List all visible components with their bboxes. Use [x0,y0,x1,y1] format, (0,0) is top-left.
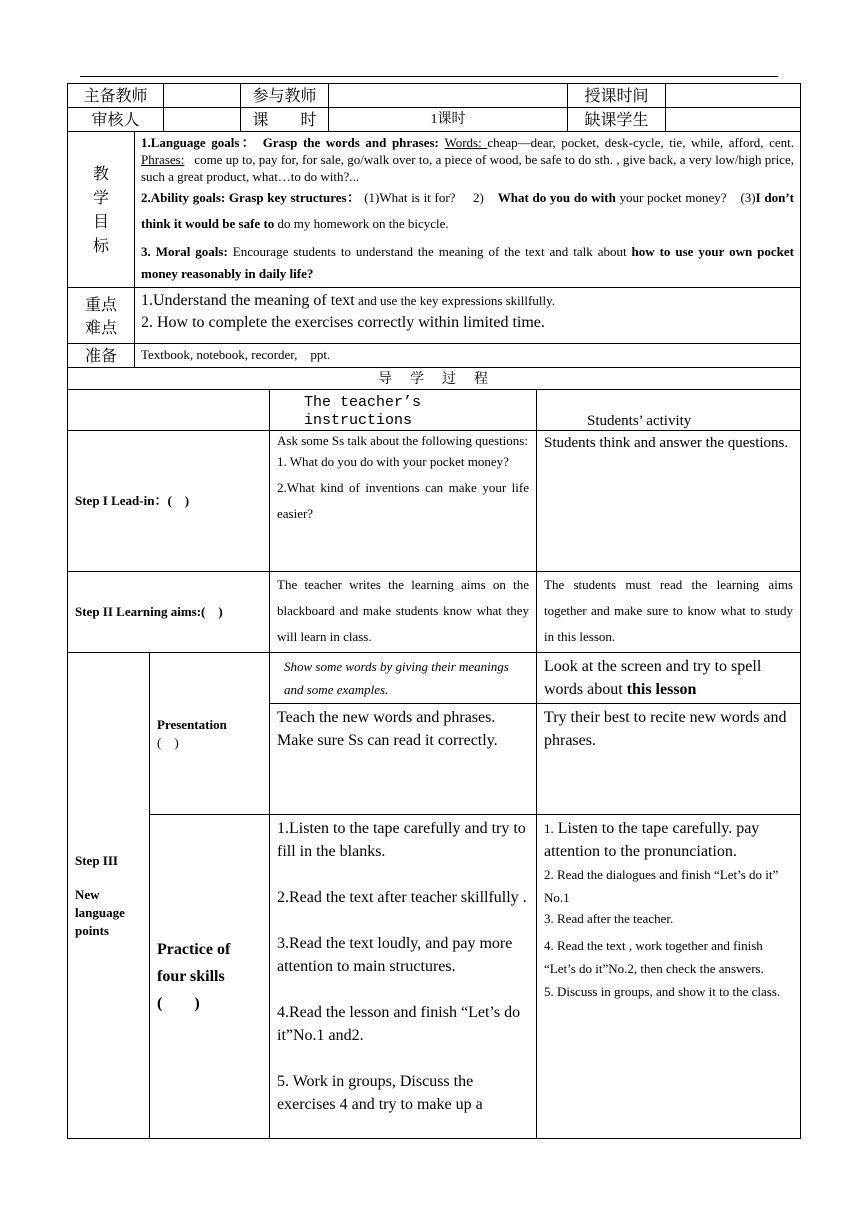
reviewer-label: 审核人 [68,108,164,132]
presentation-students-1 [537,653,801,704]
practice-teacher-item: 4.Read the lesson and finish “Let’s do it”No.1 and2. [277,1004,521,1044]
participant-value[interactable] [329,84,568,108]
moral-goals-title: 3. Moral goals: [141,244,228,259]
presentation-label [150,653,270,815]
practice-students-item: 4. Read the text , work together and finish “Let’s do it”No.2, then check the answers. [544,938,764,976]
practice-teacher-item: 3.Read the text loudly, and pay more attention to main structures. [277,935,513,975]
ability-text-3: do my homework on the bicycle. [274,216,449,231]
presentation-paren: ( ) [157,734,179,750]
lead-teacher-label: 主备教师 [68,84,164,108]
step1-teacher-q2: 2.What kind of inventions can make your life easier? [277,480,529,521]
step1-students: Students think and answer the questions. [537,431,801,572]
prep-label: 准备 [68,344,135,368]
presentation-students-1a: Look at the screen and try to spell words about [544,658,762,698]
practice-students-text: Listen to the tape carefully. pay attention to the pronunciation. [544,820,760,860]
practice-students-num: 1. [544,821,554,836]
step2-students: The students must read the learning aims together and make sure to know what to study in this lesson. [537,572,801,653]
ability-text-2: your pocket money? (3) [615,190,756,205]
period-value: 1课时 [329,108,568,132]
ability-bold-2: What do you do with [497,190,616,205]
lesson-plan-document [67,83,800,1139]
step1-label: Step I Lead-in：( ) [68,431,270,572]
moral-goals-bold: how to use your own pocket money reasonably in daily life? [141,244,795,281]
goals-label-char: 学 [92,187,109,207]
time-value[interactable] [666,84,801,108]
presentation-teacher-1: Show some words by giving their meanings and some examples. [270,653,537,704]
presentation-teacher-2: Teach the new words and phrases. Make sure Ss can read it correctly. [270,704,537,815]
ability-goals-title: 2.Ability goals: Grasp key structures： [141,190,361,205]
period-label: 课 时 [241,108,329,132]
practice-teacher-item: 5. Work in groups, Discuss the exercises 4 and try to make up a [277,1073,483,1113]
time-label: 授课时间 [568,84,666,108]
step3-sub-1: New [75,886,100,902]
key-points-label-2: 难点 [84,317,117,337]
step3-sub-2: language [75,904,125,920]
ability-text-1: (1)What is it for? 2) [364,190,498,205]
step3-label [68,653,150,1139]
goals-label [68,132,135,288]
language-goals-title: 1.Language goals： [141,135,258,150]
goals-table [67,131,801,390]
participant-label: 参与教师 [241,84,329,108]
key-points-label-1: 重点 [84,294,117,314]
header-table [67,83,801,132]
key-point-1 [141,290,794,312]
practice-paren: ( ) [157,995,200,1012]
ability-bold-3: I don’t think it would be safe to [141,190,794,231]
practice-students-item: 3. Read after the teacher. [544,911,674,926]
process-table [67,389,801,1139]
practice-students [537,815,801,1139]
key-point-1a: 1.Understand the meaning of text [141,292,355,309]
practice-teacher [270,815,537,1139]
practice-teacher-item: 1.Listen to the tape carefully and try to fill in the blanks. [277,820,526,860]
key-points-content [135,288,801,344]
step2-label: Step II Learning aims:( ) [68,572,270,653]
practice-students-item: 2. Read the dialogues and finish “Let’s do it” No.1 [544,867,779,905]
key-points-label [68,288,135,344]
presentation-students-2: Try their best to recite new words and phrases. [537,704,801,815]
goals-label-char: 标 [92,235,109,255]
step2-teacher: The teacher writes the learning aims on the blackboard and make students know what they will learn in class. [270,572,537,653]
practice-students-item: 5. Discuss in groups, and show it to the class. [544,984,781,999]
presentation-students-1b: this lesson [626,681,697,698]
prep-content: Textbook, notebook, recorder, ppt. [135,344,801,368]
language-goals [141,134,794,185]
key-point-1b: and use the key expressions skillfully. [354,293,555,308]
header-rule [80,76,778,77]
goals-label-char: 目 [92,211,109,231]
presentation-title: Presentation [157,716,227,732]
students-column-header: Students’ activity [537,390,801,431]
moral-goals-text: Encourage students to understand the meaning of the text and talk about [227,244,632,259]
language-goals-grasp: Grasp the words and phrases: [262,135,445,150]
practice-students-item [544,817,793,863]
key-point-2: 2. How to complete the exercises correctly within limited time. [141,314,545,331]
process-title: 导 学 过 程 [68,368,801,390]
absent-value[interactable] [666,108,801,132]
step3-sub-3: points [75,922,109,938]
practice-teacher-item: 2.Read the text after teacher skillfully . [277,889,527,906]
words-text: cheap—dear, pocket, desk-cycle, tie, while, afford, cent. [487,135,795,150]
reviewer-value[interactable] [164,108,241,132]
practice-title-1: Practice of [157,941,231,958]
step1-teacher-q1: 1. What do you do with your pocket money? [277,454,509,469]
goals-label-char: 教 [92,163,109,183]
phrases-label: Phrases: [141,152,185,167]
practice-title-2: four skills [157,968,225,985]
phrases-text: come up to, pay for, for sale, go/walk over to, a piece of wood, be safe to do sth. , give back, a very low/high price, such a great product, what…to do with?... [141,152,794,184]
practice-label [150,815,270,1139]
step-column-header [68,390,270,431]
teacher-column-header [270,390,537,431]
teacher-column-title: The teacher’s instructions [304,394,422,429]
step1-teacher [270,431,537,572]
ability-goals [141,185,794,237]
step3-title: Step III [75,852,118,868]
words-label: Words: [444,135,488,150]
lead-teacher-value[interactable] [164,84,241,108]
step1-teacher-intro: Ask some Ss talk about the following questions: [277,433,528,448]
moral-goals [141,241,794,285]
absent-label: 缺课学生 [568,108,666,132]
goals-content [135,132,801,288]
